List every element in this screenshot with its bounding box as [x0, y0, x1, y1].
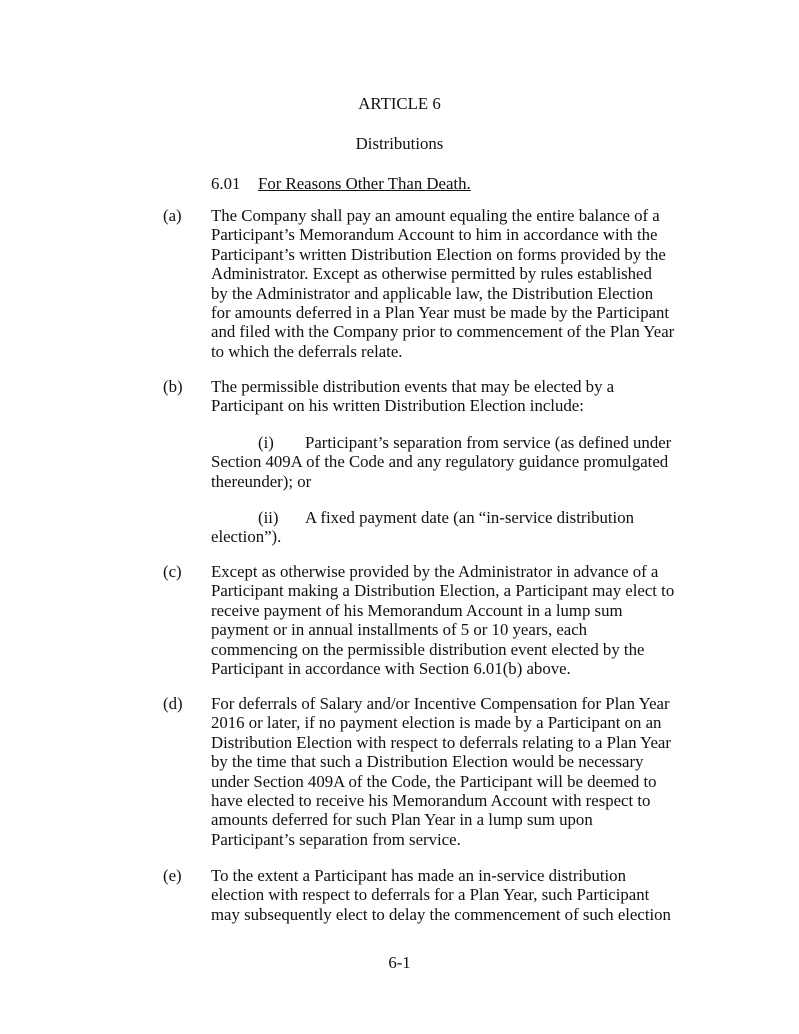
text-line: Except as otherwise provided by the Administrator in advance of a: [211, 562, 659, 581]
paragraph-body: [211, 694, 703, 849]
section-number: 6.01: [211, 174, 241, 193]
text-line: To the extent a Participant has made an in-service distribution: [211, 866, 626, 885]
section-heading: [211, 174, 471, 193]
text-line: payment or in annual installments of 5 or 10 years, each: [211, 620, 588, 640]
text-line: have elected to receive his Memorandum Account with respect to: [211, 791, 651, 811]
paragraph-body: [211, 377, 703, 416]
text-line: Participant’s Memorandum Account to him in accordance with the: [211, 225, 658, 245]
paragraph-body: [211, 866, 703, 924]
text-line: 2016 or later, if no payment election is made by a Participant on an: [211, 713, 662, 733]
subparagraph-marker: (i): [258, 433, 274, 452]
subparagraph-ii: [211, 508, 701, 547]
subparagraph-marker: (ii): [258, 508, 279, 527]
text-line: may subsequently elect to delay the commencement of such election: [211, 904, 671, 924]
paragraph-body: [211, 206, 703, 361]
text-line: for amounts deferred in a Plan Year must be made by the Participant: [211, 303, 670, 323]
text-line: under Section 409A of the Code, the Participant will be deemed to: [211, 771, 657, 791]
paragraph-marker: (a): [163, 206, 182, 225]
text-line: Participant on his written Distribution Election include:: [211, 396, 584, 416]
paragraph-marker: (c): [163, 562, 182, 581]
text-line: Participant in accordance with Section 6.01(b) above.: [211, 659, 571, 679]
text-line: and filed with the Company prior to commencement of the Plan Year: [211, 322, 675, 342]
text-line: Administrator. Except as otherwise permitted by rules established: [211, 264, 652, 284]
text-line: Participant making a Distribution Election, a Participant may elect to: [211, 581, 675, 601]
paragraph-body: [211, 562, 703, 678]
paragraph-marker: (b): [163, 377, 183, 396]
text-line: For deferrals of Salary and/or Incentive Compensation for Plan Year: [211, 694, 670, 713]
page-number: 6-1: [388, 953, 411, 972]
section-title: For Reasons Other Than Death.: [258, 174, 471, 193]
text-fragment: A fixed payment date (an “in-service distribution: [305, 508, 634, 527]
text-line: Participant’s written Distribution Election on forms provided by the: [211, 244, 666, 264]
text-line: Distribution Election with respect to deferrals relating to a Plan Year: [211, 732, 671, 752]
text-fragment: Participant’s separation from service (as defined under: [305, 433, 672, 452]
text-line: [211, 433, 701, 452]
article-heading: ARTICLE 6: [358, 94, 441, 113]
text-line: Section 409A of the Code and any regulatory guidance promulgated: [211, 452, 669, 472]
paragraph-marker: (e): [163, 866, 182, 885]
subparagraph-i: [211, 433, 701, 491]
text-line: by the time that such a Distribution Election would be necessary: [211, 752, 644, 772]
article-title: Distributions: [355, 134, 444, 153]
text-line: The Company shall pay an amount equaling the entire balance of a: [211, 206, 660, 225]
paragraph-marker: (d): [163, 694, 183, 713]
text-line: The permissible distribution events that may be elected by a: [211, 377, 615, 396]
text-line: amounts deferred for such Plan Year in a lump sum upon: [211, 810, 593, 830]
text-line: [211, 508, 701, 527]
text-line: by the Administrator and applicable law, the Distribution Election: [211, 283, 654, 303]
text-line: to which the deferrals relate.: [211, 341, 403, 361]
text-line: Participant’s separation from service.: [211, 829, 461, 849]
text-line: receive payment of his Memorandum Account in a lump sum: [211, 600, 623, 620]
text-line: election with respect to deferrals for a Plan Year, such Participant: [211, 885, 650, 905]
text-line: thereunder); or: [211, 471, 312, 491]
text-line: election”).: [211, 527, 282, 547]
text-line: commencing on the permissible distribution event elected by the: [211, 639, 645, 659]
